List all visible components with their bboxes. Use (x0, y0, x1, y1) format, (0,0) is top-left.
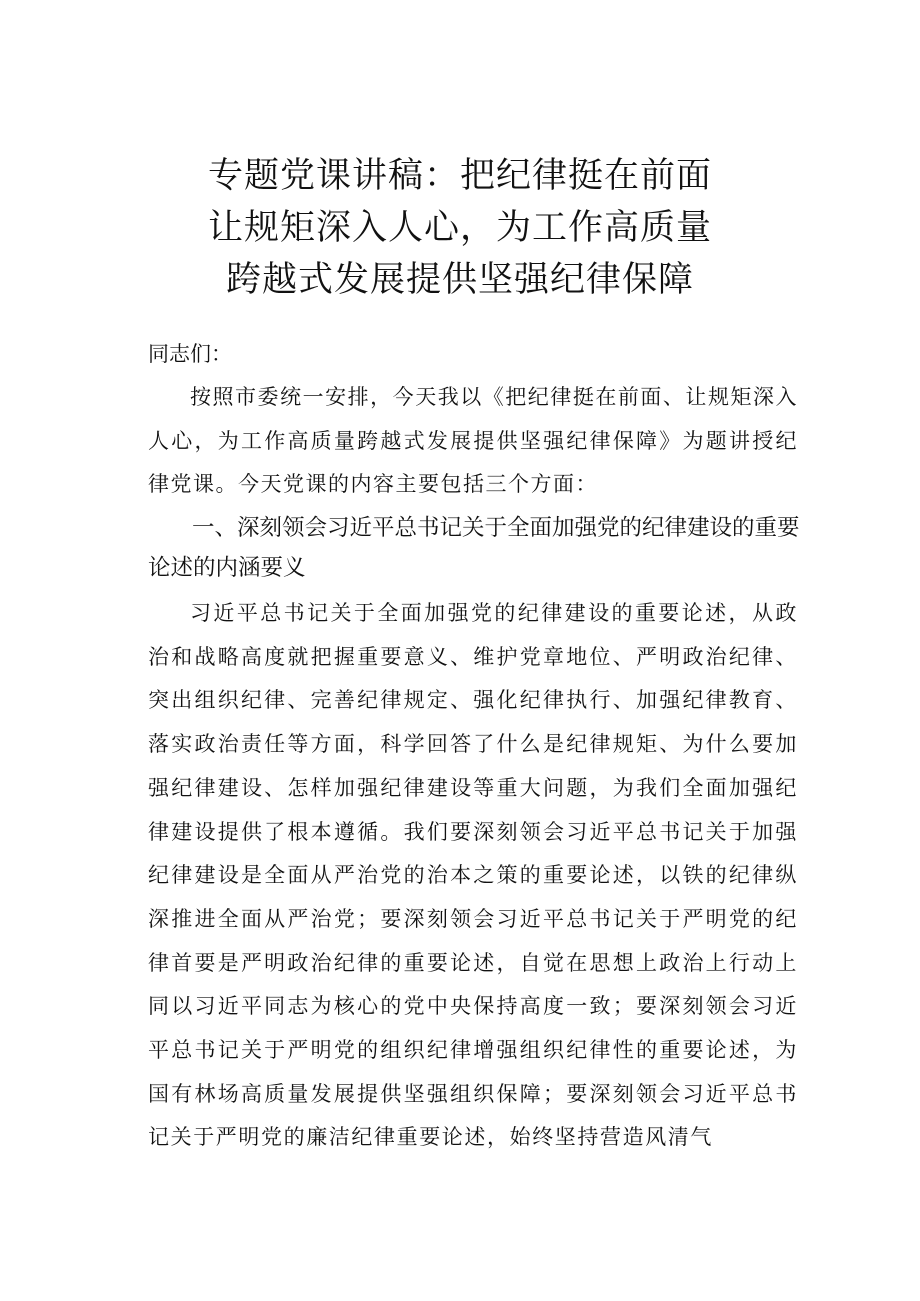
section-heading: 一、深刻领会习近平总书记关于全面加强党的纪律建设的重要论述的内涵要义 (148, 515, 800, 581)
intro-paragraph: 按照市委统一安排，今天我以《把纪律挺在前面、让规矩深入人心，为工作高质量跨越式发展提供坚强纪律保障》为题讲授纪律党课。今天党课的内容主要包括三个方面： (148, 385, 798, 496)
title-line-1: 专题党课讲稿：把纪律挺在前面 (207, 156, 712, 196)
body-paragraph: 习近平总书记关于全面加强党的纪律建设的重要论述，从政治和战略高度就把握重要意义、维护党章地位、严明政治纪律、突出组织纪律、完善纪律规定、强化纪律执行、加强纪律教育、落实政治责任等方面，科学回答了什么是纪律规矩、为什么要加强纪律建设、怎样加强纪律建设等重大问题，为我们全面加强纪律建设提供了根本遵循。我们要深刻领会习近平总书记关于加强纪律建设是全面从严治党的治本之策的重要论述，以铁的纪律纵深推进全面从严治党；要深刻领会习近平总书记关于严明党的纪律首要是严明政治纪律的重要论述，自觉在思想上政治上行动上同以习近平同志为核心的党中央保持高度一致；要深刻领会习近平总书记关于严明党的组织纪律增强组织纪律性的重要论述，为国有林场高质量发展提供坚强组织保障；要深刻领会习近平总书记关于严明党的廉洁纪律重要论述，始终坚持营造风清气 (148, 601, 798, 1150)
title-line-3: 跨越式发展提供坚强纪律保障 (225, 260, 694, 300)
salutation: 同志们： (148, 342, 232, 366)
title-line-2: 让规矩深入人心，为工作高质量 (207, 208, 712, 248)
document-title (120, 150, 800, 306)
